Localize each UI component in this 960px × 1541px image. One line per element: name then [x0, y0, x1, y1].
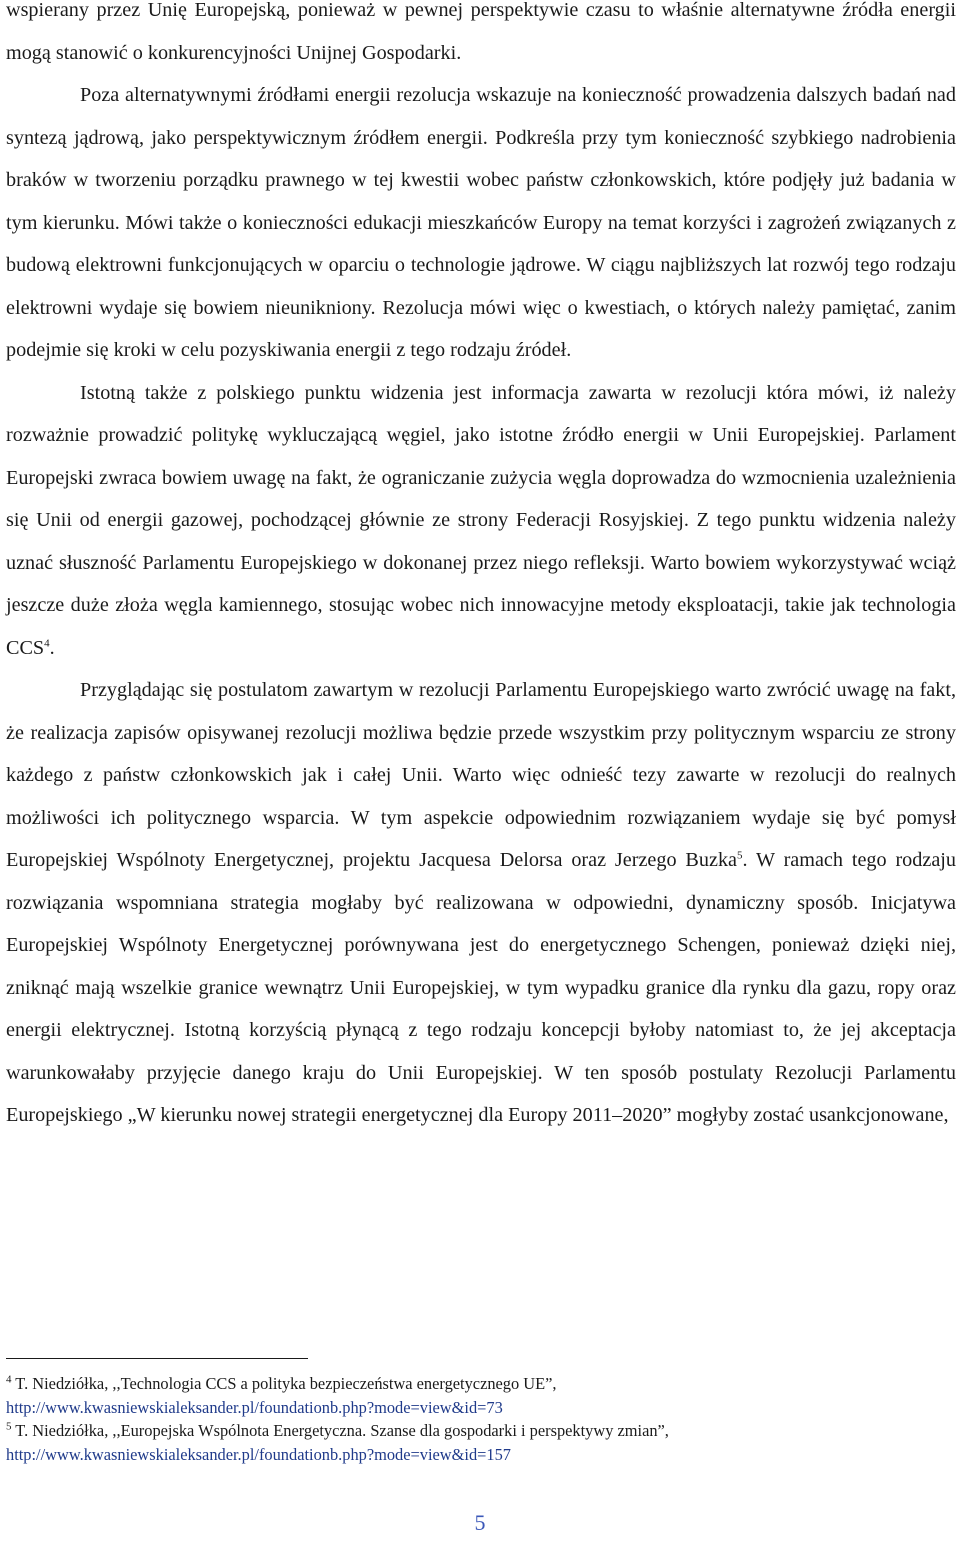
- paragraph-text: Istotną także z polskiego punktu widzenia jest informacja zawarta w rezolucji która mówi, iż należy rozważnie prowadzić politykę wykluczającą węgiel, jako istotne źródło energii w Unii Europejskiej. Parlament Europejski zwraca bowiem uwagę na fakt, że ograniczanie zużycia węgla doprowadza do wzmocnienia uzależnienia się Unii od energii gazowej, pochodzącej głównie ze strony Federacji Rosyjskiej. Z tego punktu widzenia należy uznać słuszność Parlamentu Europejskiego w dokonanej przez niego refleksji. Warto bowiem wykorzystywać wciąż jeszcze duże złoża węgla kamiennego, stosując wobec nich innowacyjne metody eksploatacji, takie jak technologia CCS: [6, 381, 956, 659]
- paragraph: [6, 372, 956, 670]
- paragraph-text: Poza alternatywnymi źródłami energii rezolucja wskazuje na konieczność prowadzenia dalszych badań nad syntezą jądrową, jako perspektywicznym źródłem energii. Podkreśla przy tym konieczność szybkiego nadrobienia braków w tworzeniu porządku prawnego w tej kwestii wobec państw członkowskich, które podjęły już badania w tym kierunku. Mówi także o konieczności edukacji mieszkańców Europy na temat korzyści i zagrożeń związanych z budową elektrowni funkcjonujących w oparciu o technologie jądrowe. W ciągu najbliższych lat rozwój tego rodzaju elektrowni wydaje się bowiem nieunikniony. Rezolucja mówi więc o kwestiach, o których należy pamiętać, zanim podejmie się kroki w celu pozyskiwania energii z tego rodzaju źródeł.: [6, 84, 956, 361]
- paragraph-text: .: [49, 636, 55, 659]
- paragraph-text: wspierany przez Unię Europejską, ponieważ w pewnej perspektywie czasu to właśnie alternatywne źródła energii mogą stanowić o konkurencyjności Unijnej Gospodarki.: [6, 0, 956, 64]
- footnotes: [6, 1372, 946, 1466]
- footnote-mark: 5: [6, 1420, 12, 1433]
- page-number: 5: [474, 1510, 486, 1535]
- footnote: [6, 1419, 946, 1443]
- document-body: [6, 0, 956, 1137]
- footnote-text: T. Niedziółka, ,,Europejska Wspólnota Energetyczna. Szanse dla gospodarki i perspektywy zmian”,: [11, 1421, 669, 1440]
- paragraph-text: Przyglądając się postulatom zawartym w rezolucji Parlamentu Europejskiego warto zwrócić uwagę na fakt, że realizacja zapisów opisywanej rezolucji możliwa będzie przede wszystkim przy politycznym wsparciu ze strony każdego z państw członkowskich jak i całej Unii. Warto więc odnieść tezy zawarte w rezolucji do realnych możliwości ich politycznego wsparcia. W tym aspekcie odpowiednim rozwiązaniem wydaje się być pomysł Europejskiej Wspólnoty Energetycznej, projektu Jacquesa Delorsa oraz Jerzego Buzka: [6, 679, 956, 871]
- footnote-separator: [6, 1358, 308, 1359]
- paragraph: [6, 0, 956, 74]
- paragraph: [6, 74, 956, 372]
- footnote-link[interactable]: http://www.kwasniewskialeksander.pl/foundationb.php?mode=view&id=73: [6, 1397, 503, 1417]
- footnote: [6, 1372, 946, 1396]
- paragraph-text: . W ramach tego rodzaju rozwiązania wspomniana strategia mogłaby być realizowana w odpowiedni, dynamiczny sposób. Inicjatywa Europejskiej Wspólnoty Energetycznej porównywana jest do energetycznego Schengen, ponieważ dzięki niej, zniknąć mają wszelkie granice wewnątrz Unii Europejskiej, w tym wypadku granice dla rynku dla gazu, ropy oraz energii elektrycznej. Istotną korzyścią płynącą z tego rodzaju koncepcji byłoby natomiast to, że jej akceptacja warunkowałaby przyjęcie danego kraju do Unii Europejskiej. W ten sposób postulaty Rezolucji Parlamentu Europejskiego „W kierunku nowej strategii energetycznej dla Europy 2011–2020” mogłyby zostać usankcjonowane,: [6, 849, 956, 1126]
- footnote-reference[interactable]: 5: [737, 849, 743, 862]
- footnote-link[interactable]: http://www.kwasniewskialeksander.pl/foundationb.php?mode=view&id=157: [6, 1444, 511, 1464]
- footnote-text: T. Niedziółka, ,,Technologia CCS a polityka bezpieczeństwa energetycznego UE”,: [11, 1374, 557, 1393]
- footnote-reference[interactable]: 4: [44, 636, 50, 649]
- footnote-mark: 4: [6, 1373, 12, 1386]
- paragraph: [6, 669, 956, 1137]
